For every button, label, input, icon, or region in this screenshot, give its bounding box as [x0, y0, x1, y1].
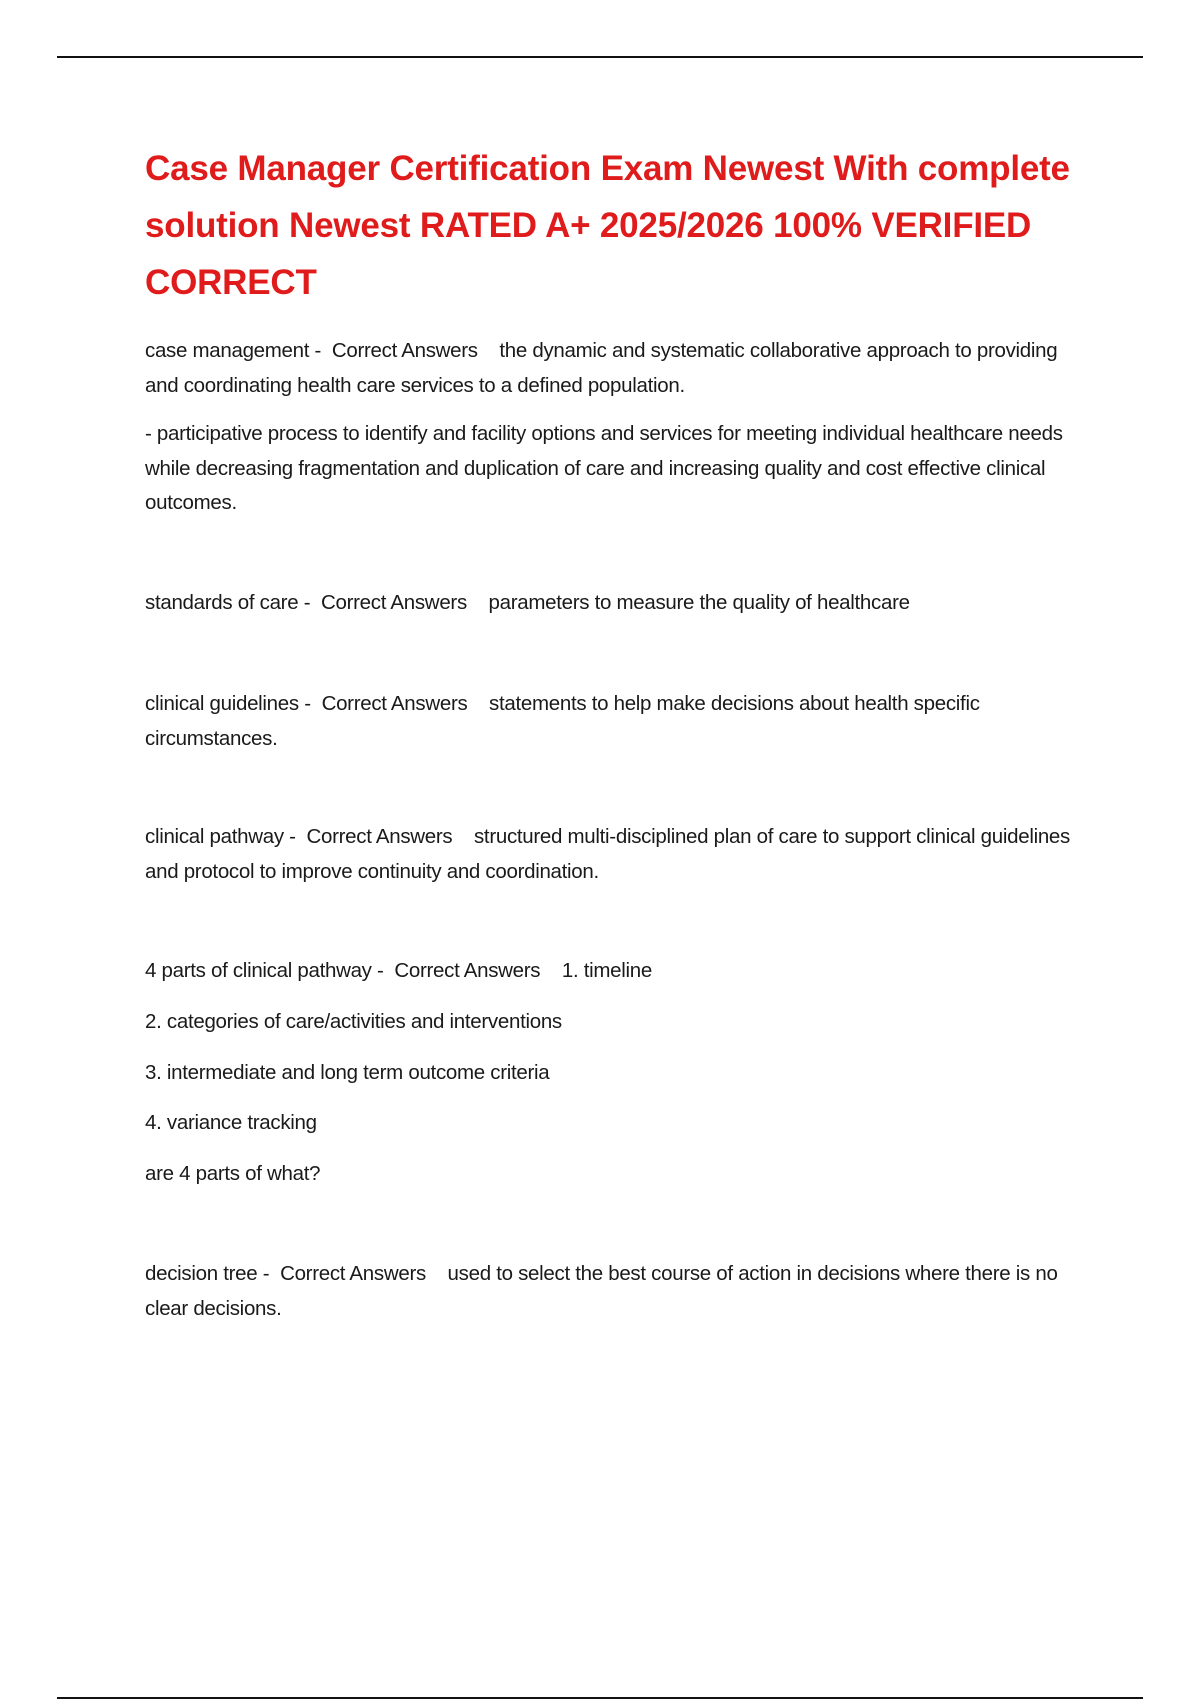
- header-rule: [57, 56, 1143, 58]
- term: clinical guidelines: [145, 692, 299, 715]
- qa-continuation: - participative process to identify and facility options and services for meeting individual healthcare needs while decreasing fragmentation and duplication of care and increasing quality and cost effective clinical outcomes.: [145, 422, 1063, 514]
- qa-entry-clinical-pathway: clinical pathway - Correct Answers structured multi-disciplined plan of care to support clinical guidelines and protocol to improve continuity and coordination.: [145, 825, 1070, 883]
- qa-entry-clinical-guidelines: clinical guidelines - Correct Answers statements to help make decisions about health specific circumstances.: [145, 692, 980, 750]
- answer-label: Correct Answers: [280, 1262, 426, 1285]
- definition: parameters to measure the quality of healthcare: [488, 591, 910, 614]
- answer-label: Correct Answers: [394, 959, 541, 982]
- term: standards of care: [145, 591, 299, 614]
- definition: the dynamic and systematic collaborative approach to providing and coordinating health care services to a defined population.: [145, 339, 1058, 397]
- list-item: 2. categories of care/activities and interventions: [145, 1010, 562, 1033]
- definition: statements to help make decisions about health specific circumstances.: [145, 692, 980, 750]
- list-item: 4. variance tracking: [145, 1111, 317, 1134]
- term: 4 parts of clinical pathway: [145, 959, 372, 982]
- term: case management: [145, 339, 310, 362]
- qa-entry-case-management: case management - Correct Answers the dynamic and systematic collaborative approach to providing and coordinating health care services to a defined population.: [145, 339, 1058, 397]
- qa-entry-decision-tree: decision tree - Correct Answers used to select the best course of action in decisions where there is no clear decisions.: [145, 1262, 1058, 1320]
- term: decision tree: [145, 1262, 258, 1285]
- answer-label: Correct Answers: [321, 692, 468, 715]
- answer-label: Correct Answers: [321, 591, 467, 614]
- footer-rule: [57, 1697, 1143, 1699]
- term: clinical pathway: [145, 825, 284, 848]
- definition: 1. timeline: [561, 959, 652, 982]
- list-item: 3. intermediate and long term outcome criteria: [145, 1061, 550, 1084]
- qa-entry-4-parts-of-clinical-pathway: 4 parts of clinical pathway - Correct Answers 1. timeline: [145, 959, 652, 982]
- definition: structured multi-disciplined plan of care to support clinical guidelines and protocol to improve continuity and coordination.: [145, 825, 1070, 883]
- qa-entry-standards-of-care: standards of care - Correct Answers parameters to measure the quality of healthcare: [145, 591, 910, 614]
- answer-label: Correct Answers: [306, 825, 453, 848]
- answer-label: Correct Answers: [331, 339, 478, 362]
- definition: used to select the best course of action in decisions where there is no clear decisions.: [145, 1262, 1058, 1320]
- list-item: are 4 parts of what?: [145, 1162, 321, 1185]
- document-title: Case Manager Certification Exam Newest With complete solution Newest RATED A+ 2025/2026 100% VERIFIED CORRECT: [145, 149, 1070, 302]
